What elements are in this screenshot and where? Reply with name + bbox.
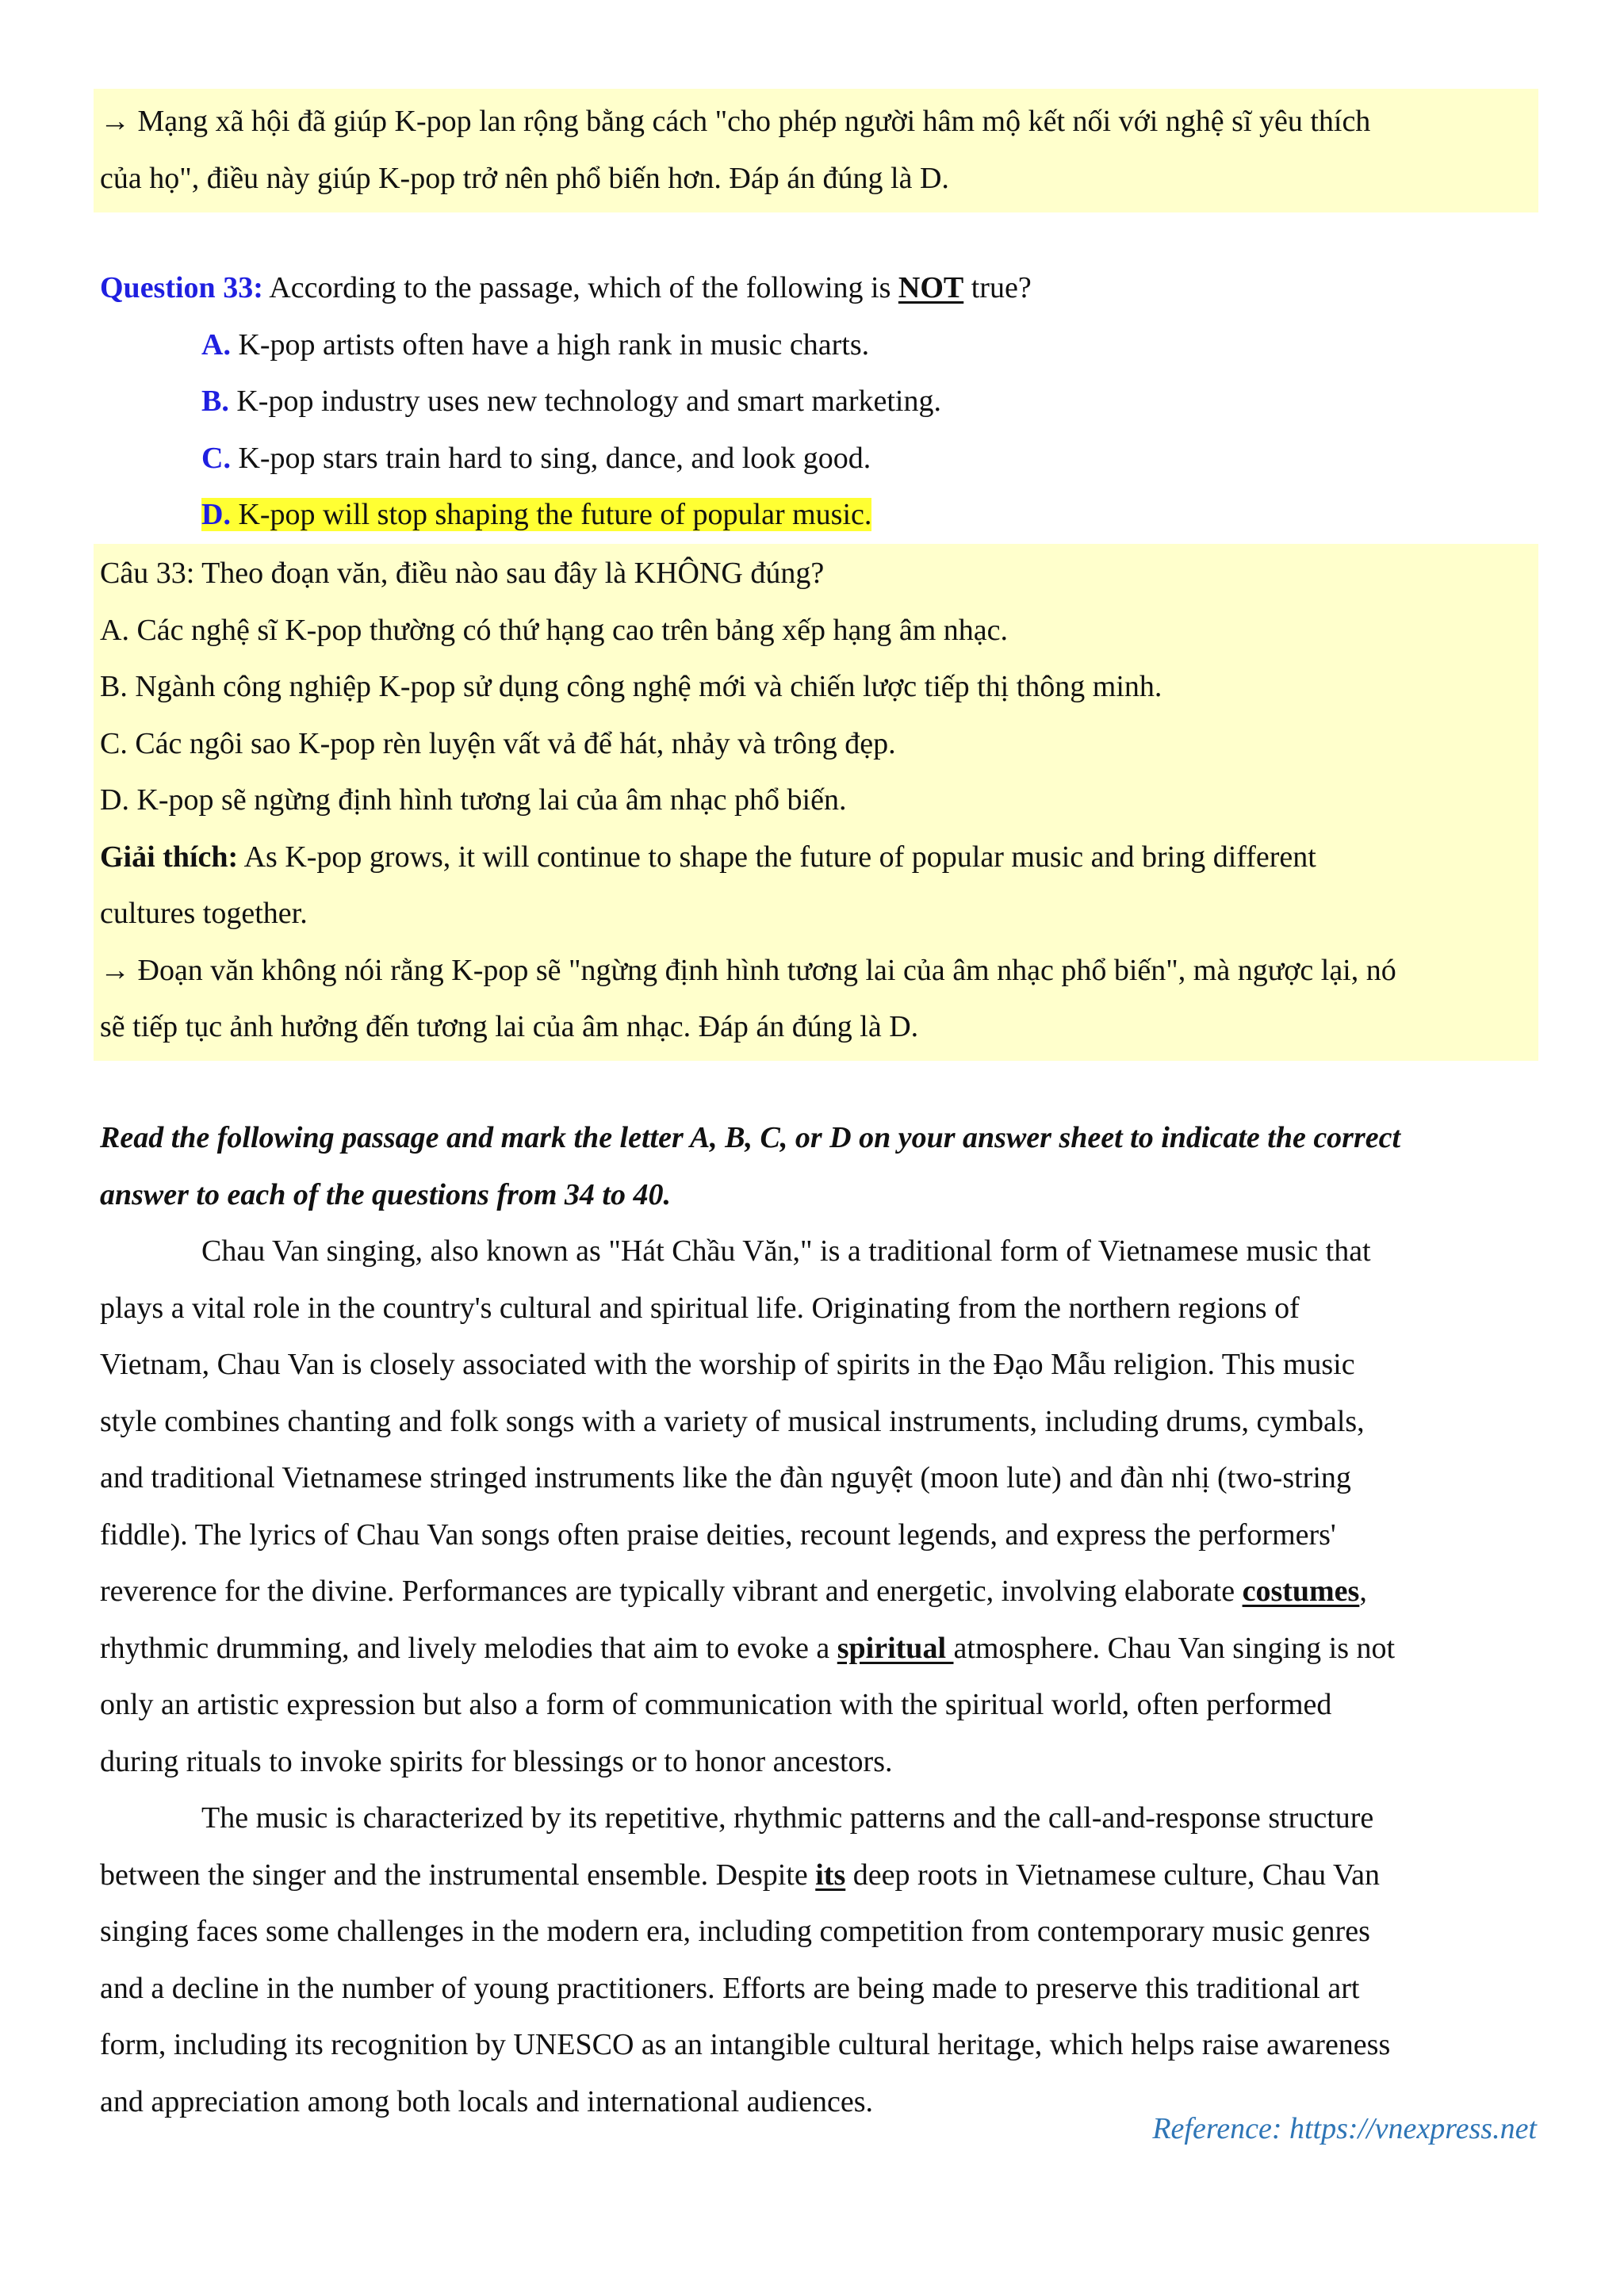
underlined-word-spiritual: spiritual: [837, 1631, 954, 1665]
passage-line: during rituals to invoke spirits for blessings or to honor ancestors.: [100, 1744, 893, 1778]
passage-line: style combines chanting and folk songs with a variety of musical instruments, including drums, cymbals,: [100, 1404, 1365, 1438]
passage-line: form, including its recognition by UNESCO as an intangible cultural heritage, which helps raise awareness: [100, 2028, 1391, 2061]
explanation-detail: Giải thích: As K-pop grows, it will continue to shape the future of popular music and bring different: [100, 840, 1316, 874]
passage-line: The music is characterized by its repetitive, rhythmic patterns and the call-and-response structure: [201, 1801, 1374, 1835]
passage-line: reverence for the divine. Performances are typically vibrant and energetic, involving elaborate costumes,: [100, 1575, 1367, 1608]
option-a: A. K-pop artists often have a high rank in music charts.: [201, 327, 870, 362]
explanation-option-a: A. Các nghệ sĩ K-pop thường có thứ hạng cao trên bảng xếp hạng âm nhạc.: [100, 613, 1009, 647]
explanation-option-c: C. Các ngôi sao K-pop rèn luyện vất vả để hát, nhảy và trông đẹp.: [100, 726, 896, 760]
option-d-correct: D. K-pop will stop shaping the future of popular music.: [201, 498, 872, 531]
passage-line: and a decline in the number of young practitioners. Efforts are being made to preserve this traditional art: [100, 1971, 1360, 2005]
passage-line: Chau Van singing, also known as "Hát Chầu Văn," is a traditional form of Vietnamese music that: [201, 1234, 1371, 1268]
not-emphasis: NOT: [898, 271, 964, 304]
explanation-box-q32: [94, 89, 1538, 212]
underlined-word-its: its: [815, 1858, 846, 1892]
passage-line: and appreciation among both locals and international audiences.: [100, 2084, 873, 2118]
explanation-line: → Mạng xã hội đã giúp K-pop lan rộng bằng cách "cho phép người hâm mộ kết nối với nghệ sĩ yêu thích: [100, 105, 1371, 138]
passage-line: and traditional Vietnamese stringed instruments like the đàn nguyệt (moon lute) and đàn nhị (two-string: [100, 1461, 1351, 1494]
reference-link[interactable]: Reference: https://vnexpress.net: [1152, 2112, 1537, 2145]
arrow-icon: →: [100, 953, 130, 987]
passage-line: plays a vital role in the country's cultural and spiritual life. Originating from the northern regions of: [100, 1291, 1300, 1325]
explanation-option-b: B. Ngành công nghiệp K-pop sử dụng công nghệ mới và chiến lược tiếp thị thông minh.: [100, 670, 1162, 703]
question-stem: Question 33: According to the passage, which of the following is NOT true?: [100, 271, 1032, 304]
explanation-title: Câu 33: Theo đoạn văn, điều nào sau đây là KHÔNG đúng?: [100, 557, 825, 590]
passage-line: Vietnam, Chau Van is closely associated with the worship of spirits in the Đạo Mẫu religion. This music: [100, 1348, 1355, 1381]
passage-line: between the singer and the instrumental ensemble. Despite its deep roots in Vietnamese culture, Chau Van: [100, 1858, 1381, 1892]
question-33: [100, 260, 1032, 544]
explanation-box-q33: [94, 544, 1538, 1061]
explanation-label: Giải thích:: [100, 840, 239, 874]
passage-line: singing faces some challenges in the modern era, including competition from contemporary music genres: [100, 1915, 1370, 1948]
question-number: Question 33:: [100, 271, 263, 304]
passage-line: fiddle). The lyrics of Chau Van songs often praise deities, recount legends, and express the performers': [100, 1517, 1336, 1552]
underlined-word-costumes: costumes: [1242, 1575, 1360, 1608]
explanation-line: của họ", điều này giúp K-pop trở nên phổ biến hơn. Đáp án đúng là D.: [100, 161, 949, 195]
arrow-icon: →: [100, 105, 130, 138]
explanation-conclusion: sẽ tiếp tục ảnh hưởng đến tương lai của âm nhạc. Đáp án đúng là D.: [100, 1010, 919, 1043]
option-b: B. K-pop industry uses new technology and smart marketing.: [201, 385, 941, 418]
explanation-conclusion: → Đoạn văn không nói rằng K-pop sẽ "ngừng định hình tương lai của âm nhạc phổ biến", mà ngược lại, nó: [100, 953, 1396, 987]
passage-line: rhythmic drumming, and lively melodies that aim to evoke a spiritual atmosphere. Chau Van singing is not: [100, 1631, 1396, 1665]
reading-passage: [100, 1223, 1395, 2130]
option-c: C. K-pop stars train hard to sing, dance, and look good.: [201, 441, 871, 475]
explanation-option-d: D. K-pop sẽ ngừng định hình tương lai của âm nhạc phổ biến.: [100, 783, 847, 817]
reading-instruction: Read the following passage and mark the letter A, B, C, or D on your answer sheet to indicate the correct answer to each of the questions from 34 to 40.: [100, 1121, 1401, 1211]
explanation-detail: cultures together.: [100, 897, 308, 930]
passage-line: only an artistic expression but also a form of communication with the spiritual world, often performed: [100, 1688, 1332, 1721]
